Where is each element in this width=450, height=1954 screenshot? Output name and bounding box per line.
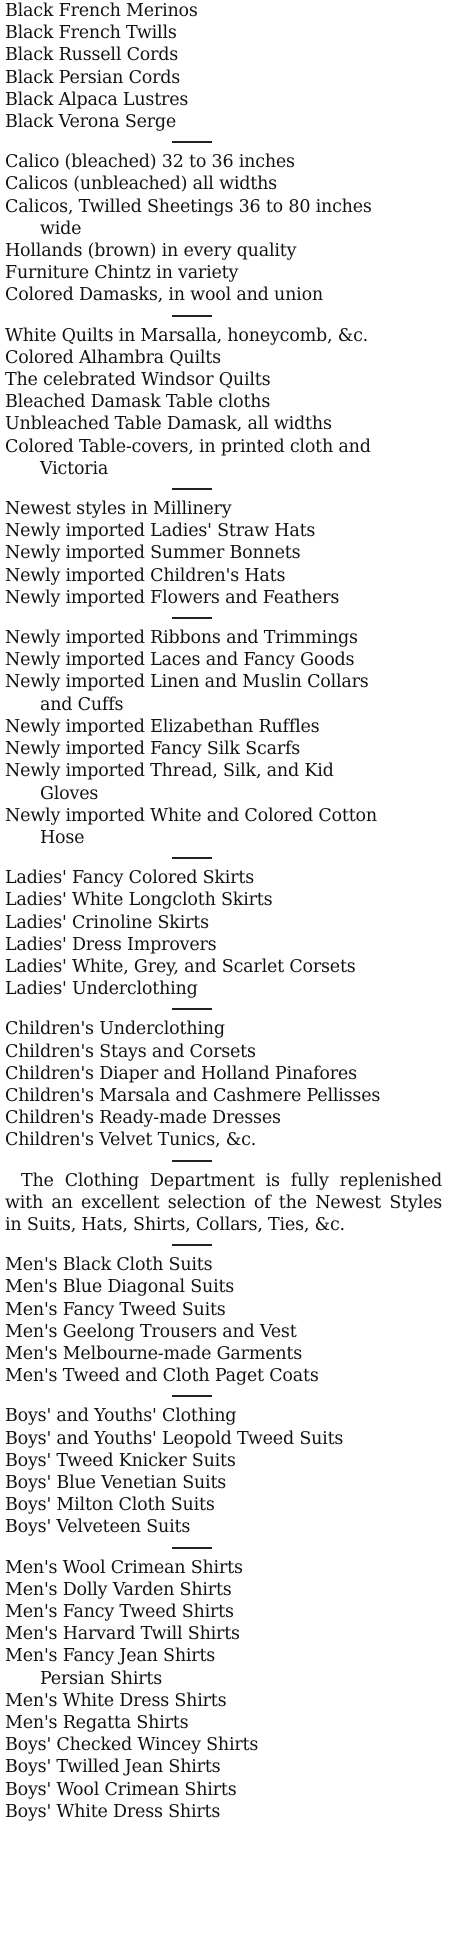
item-line: Men's Geelong Trousers and Vest bbox=[5, 1321, 297, 1342]
item-line-continuation: Persian Shirts bbox=[40, 1668, 162, 1689]
item-line-continuation: Victoria bbox=[40, 458, 109, 479]
item-line: Newly imported Elizabethan Ruffles bbox=[5, 716, 320, 737]
item-line: Newly imported Ladies' Straw Hats bbox=[5, 521, 316, 542]
item-line: Newly imported Summer Bonnets bbox=[5, 543, 301, 564]
item-line: Ladies' Fancy Colored Skirts bbox=[5, 868, 254, 889]
goods-section bbox=[0, 627, 450, 849]
item-line: Children's Stays and Corsets bbox=[5, 1041, 256, 1062]
item-line: Black French Merinos bbox=[5, 1, 198, 21]
goods-section bbox=[0, 498, 450, 609]
section-divider bbox=[0, 133, 450, 151]
item-line-continuation: Gloves bbox=[40, 783, 99, 804]
item-line: Calicos, Twilled Sheetings 36 to 80 inches bbox=[5, 196, 372, 217]
item-line: Boys' and Youths' Leopold Tweed Suits bbox=[5, 1428, 344, 1449]
item-line: Children's Underclothing bbox=[5, 1019, 225, 1040]
item-line: Children's Diaper and Holland Pinafores bbox=[5, 1063, 357, 1084]
section-divider bbox=[0, 307, 450, 325]
goods-section bbox=[0, 325, 450, 480]
item-line: Men's Melbourne-made Garments bbox=[5, 1343, 303, 1364]
item-line: Boys' Tweed Knicker Suits bbox=[5, 1450, 236, 1471]
item-line: Boys' Checked Wincey Shirts bbox=[5, 1735, 259, 1756]
item-line: Black Russell Cords bbox=[5, 45, 179, 66]
item-line: Men's White Dress Shirts bbox=[5, 1690, 227, 1711]
item-line: Men's Wool Crimean Shirts bbox=[5, 1557, 243, 1578]
item-line: Newly imported Ribbons and Trimmings bbox=[5, 628, 358, 649]
item-line: Boys' Milton Cloth Suits bbox=[5, 1495, 215, 1516]
item-line: Men's Fancy Tweed Shirts bbox=[5, 1602, 234, 1622]
section-divider bbox=[0, 1000, 450, 1018]
item-line: Boys' Blue Venetian Suits bbox=[5, 1472, 227, 1493]
item-line: Ladies' Dress Improvers bbox=[5, 934, 217, 955]
item-line: Ladies' White, Grey, and Scarlet Corsets bbox=[5, 956, 356, 977]
item-line: Colored Damasks, in wool and union bbox=[5, 285, 323, 306]
item-line-continuation: wide bbox=[40, 218, 82, 239]
item-line: Ladies' White Longcloth Skirts bbox=[5, 890, 273, 911]
item-line: White Quilts in Marsalla, honeycomb, &c. bbox=[5, 325, 369, 346]
item-line: Ladies' Underclothing bbox=[5, 979, 198, 1000]
item-line: Boys' White Dress Shirts bbox=[5, 1801, 221, 1822]
item-line: Hollands (brown) in every quality bbox=[5, 241, 297, 262]
item-line: Black French Twills bbox=[5, 23, 177, 44]
item-line: Bleached Damask Table cloths bbox=[5, 392, 271, 413]
goods-section bbox=[0, 1557, 450, 1823]
item-line: Newly imported Flowers and Feathers bbox=[5, 587, 340, 608]
section-divider bbox=[0, 1152, 450, 1170]
section-divider bbox=[0, 1539, 450, 1557]
item-line: Newly imported White and Colored Cotton bbox=[5, 805, 377, 826]
item-line: Men's Dolly Varden Shirts bbox=[5, 1579, 232, 1600]
clothing-department-paragraph: The Clothing Department is fully replenished with an excellent selection of the Newest Styles in Suits, Hats, Shirts, Collars, Ties, &c. bbox=[5, 1170, 442, 1235]
item-line: Newly imported Fancy Silk Scarfs bbox=[5, 739, 301, 760]
item-line: Calicos (unbleached) all widths bbox=[5, 174, 277, 195]
goods-section bbox=[0, 867, 450, 1000]
goods-section bbox=[0, 0, 450, 133]
item-line: Black Alpaca Lustres bbox=[5, 89, 189, 110]
item-line: Boys' and Youths' Clothing bbox=[5, 1406, 237, 1427]
item-line: Men's Black Cloth Suits bbox=[5, 1255, 213, 1276]
item-line: Newly imported Linen and Muslin Collars bbox=[5, 672, 369, 693]
item-line: Men's Blue Diagonal Suits bbox=[5, 1277, 235, 1298]
goods-section bbox=[0, 151, 450, 306]
item-line: Newly imported Children's Hats bbox=[5, 565, 286, 586]
item-line: Black Persian Cords bbox=[5, 67, 181, 88]
section-divider bbox=[0, 609, 450, 627]
item-line: Children's Velvet Tunics, &c. bbox=[5, 1130, 257, 1151]
goods-section bbox=[0, 1170, 450, 1237]
item-line: Men's Regatta Shirts bbox=[5, 1713, 189, 1734]
item-line: Ladies' Crinoline Skirts bbox=[5, 912, 209, 933]
item-line: Newly imported Thread, Silk, and Kid bbox=[5, 761, 334, 782]
item-line: Men's Fancy Jean Shirts bbox=[5, 1646, 216, 1667]
item-line: Furniture Chintz in variety bbox=[5, 263, 239, 284]
item-line: Children's Ready-made Dresses bbox=[5, 1108, 281, 1129]
item-line-continuation: Hose bbox=[40, 827, 85, 848]
item-line: Black Verona Serge bbox=[5, 112, 177, 133]
item-line: Newly imported Laces and Fancy Goods bbox=[5, 650, 355, 671]
item-line-continuation: and Cuffs bbox=[40, 694, 124, 715]
section-divider bbox=[0, 480, 450, 498]
item-line: Men's Harvard Twill Shirts bbox=[5, 1624, 240, 1645]
item-line: Calico (bleached) 32 to 36 inches bbox=[5, 152, 295, 173]
item-line: Boys' Wool Crimean Shirts bbox=[5, 1779, 237, 1800]
item-line: Boys' Velveteen Suits bbox=[5, 1517, 191, 1538]
item-line: Unbleached Table Damask, all widths bbox=[5, 414, 332, 435]
item-line: The celebrated Windsor Quilts bbox=[5, 370, 271, 391]
item-line: Colored Table-covers, in printed cloth and bbox=[5, 436, 371, 457]
item-line: Men's Fancy Tweed Suits bbox=[5, 1299, 226, 1320]
item-line: Children's Marsala and Cashmere Pellisses bbox=[5, 1085, 381, 1106]
goods-section bbox=[0, 1018, 450, 1151]
item-line: Newest styles in Millinery bbox=[5, 499, 232, 520]
section-divider bbox=[0, 1387, 450, 1405]
item-line: Men's Tweed and Cloth Paget Coats bbox=[5, 1366, 319, 1387]
section-divider bbox=[0, 849, 450, 867]
section-divider bbox=[0, 1236, 450, 1254]
item-line: Boys' Twilled Jean Shirts bbox=[5, 1757, 221, 1778]
goods-section bbox=[0, 1254, 450, 1387]
item-line: Colored Alhambra Quilts bbox=[5, 347, 221, 368]
goods-section bbox=[0, 1405, 450, 1538]
